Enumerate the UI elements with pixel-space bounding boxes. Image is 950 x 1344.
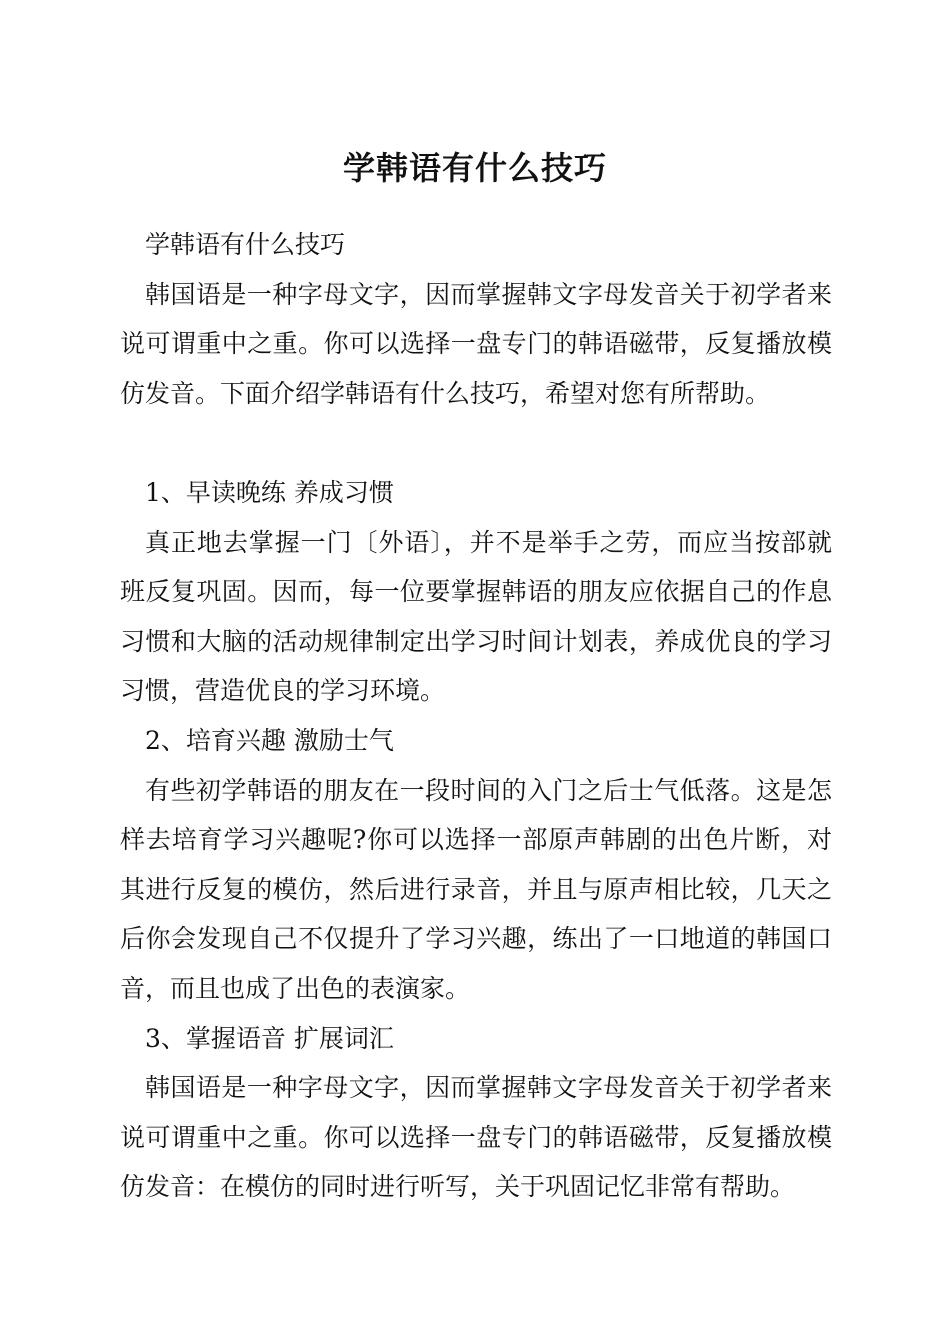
section-heading-1: 1、早读晚练 养成习惯: [145, 477, 394, 507]
document-body: [120, 220, 832, 1212]
document-title: 学韩语有什么技巧: [342, 149, 607, 187]
blank-line: [120, 418, 832, 468]
section-paragraph-3: 韩国语是一种字母文字，因而掌握韩文字母发音关于初学者来说可谓重中之重。你可以选择一盘专门的韩语磁带，反复播放模仿发音：在模仿的同时进行听写，关于巩固记忆非常有帮助。: [120, 1073, 832, 1202]
section-paragraph-2: 有些初学韩语的朋友在一段时间的入门之后士气低落。这是怎样去培育学习兴趣呢?你可以选择一部原声韩剧的出色片断，对其进行反复的模仿，然后进行录音，并且与原声相比较，几天之后你会发现自己不仅提升了学习兴趣，练出了一口地道的韩国口音，而且也成了出色的表演家。: [120, 775, 832, 1003]
section-heading-3: 3、掌握语音 扩展词汇: [145, 1023, 394, 1053]
intro-paragraph: 韩国语是一种字母文字，因而掌握韩文字母发音关于初学者来说可谓重中之重。你可以选择一盘专门的韩语磁带，反复播放模仿发音。下面介绍学韩语有什么技巧，希望对您有所帮助。: [120, 279, 832, 408]
document-subtitle: 学韩语有什么技巧: [145, 230, 346, 259]
section-heading-2: 2、培育兴趣 激励士气: [145, 725, 394, 755]
section-paragraph-1: 真正地去掌握一门〔外语〕，并不是举手之劳，而应当按部就班反复巩固。因而，每一位要掌握韩语的朋友应依据自己的作息习惯和大脑的活动规律制定出学习时间计划表，养成优良的学习习惯，营造优良的学习环境。: [120, 527, 832, 706]
